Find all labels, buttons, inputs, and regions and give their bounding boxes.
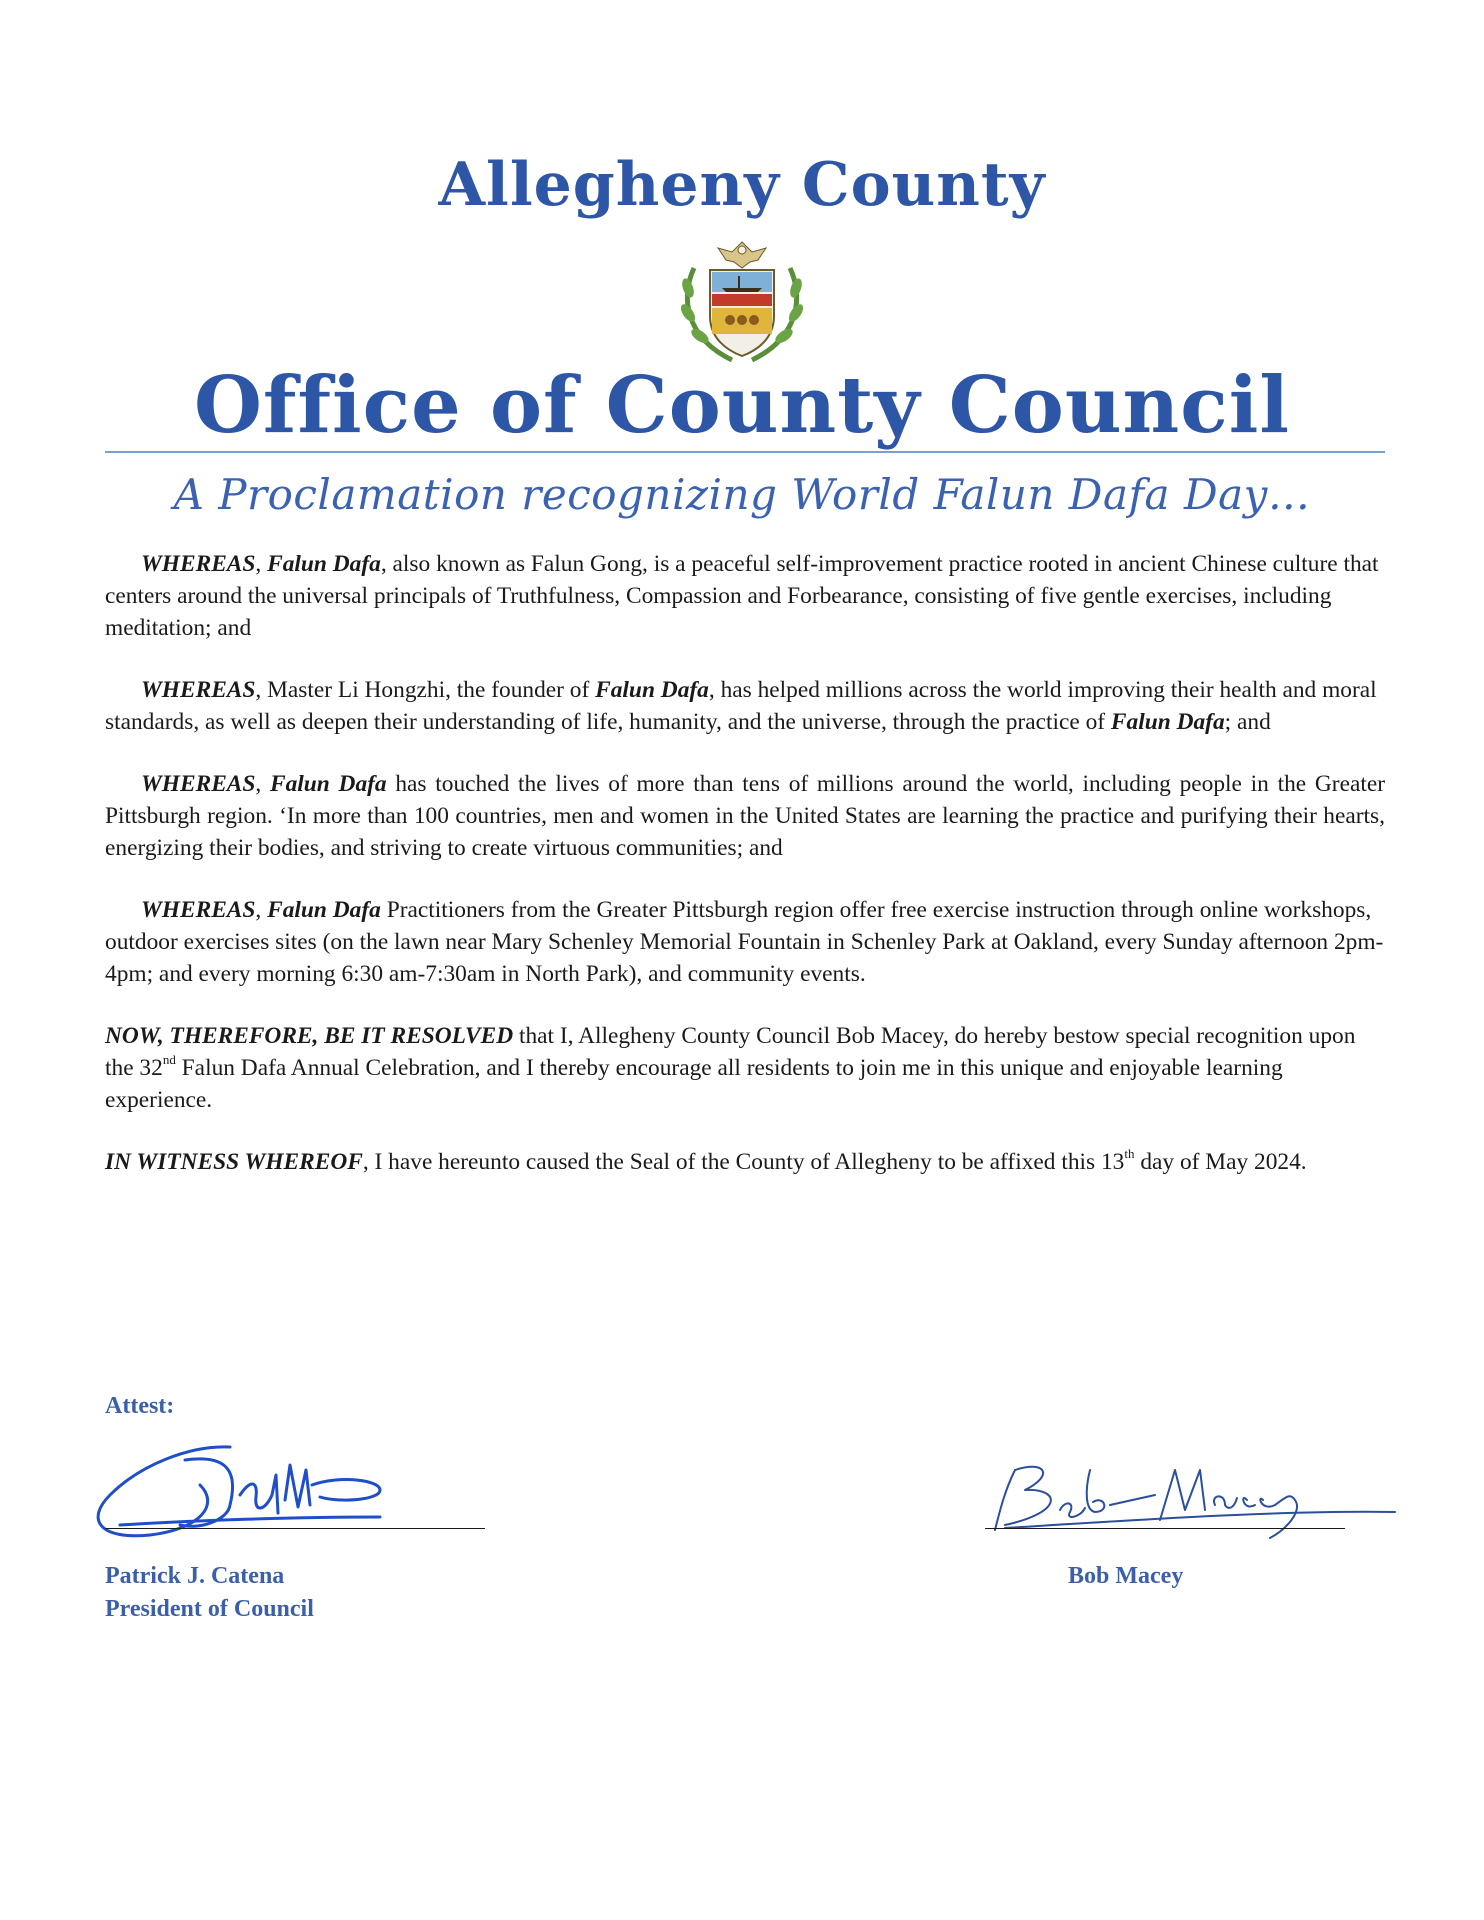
- proclamation-body: [105, 548, 1385, 1208]
- signature-line-right: [985, 1528, 1345, 1529]
- falun-dafa-term: Falun Dafa: [267, 897, 381, 923]
- paragraph-text: day of May 2024.: [1134, 1149, 1307, 1175]
- paragraph-text: has touched the lives of more than tens of millions around the world, including people in the Greater Pittsburgh region. ‘In more than 100 countries, men and women in the United States are learning the practice and purifying their hearts, energizing their bodies, and striving to create virtuous communities; and: [105, 771, 1386, 861]
- signature-line-left: [105, 1528, 485, 1529]
- signer-left-block: [105, 1560, 314, 1626]
- whereas-label: WHEREAS: [141, 551, 256, 577]
- paragraph-text: ; and: [1224, 709, 1271, 735]
- paragraph-text: ,: [255, 771, 270, 797]
- falun-dafa-term: Falun Dafa: [267, 551, 381, 577]
- whereas-label: WHEREAS: [141, 771, 256, 797]
- whereas-paragraph-3: [105, 768, 1385, 864]
- paragraph-text: , I have hereunto caused the Seal of the County of Allegheny to be affixed this 13: [362, 1149, 1125, 1175]
- paragraph-text: , Master Li Hongzhi, the founder of: [255, 677, 596, 703]
- county-seal-icon: [672, 238, 812, 368]
- signer-right-block: [1068, 1560, 1183, 1593]
- resolved-label: NOW, THEREFORE, BE IT RESOLVED: [105, 1023, 514, 1049]
- falun-dafa-term: Falun Dafa: [270, 771, 387, 797]
- paragraph-text: ,: [255, 897, 268, 923]
- attest-label: Attest:: [105, 1393, 175, 1419]
- paragraph-text: Falun Dafa Annual Celebration, and I thereby encourage all residents to join me in this unique and enjoyable learning experience.: [105, 1055, 1283, 1113]
- whereas-label: WHEREAS: [141, 677, 256, 703]
- paragraph-text: that I, Allegheny County Council Bob Macey, do hereby bestow special recognition upon the 32: [105, 1023, 1356, 1081]
- witness-label: IN WITNESS WHEREOF: [105, 1149, 363, 1175]
- ordinal-suffix: th: [1124, 1146, 1135, 1162]
- paragraph-text: ,: [255, 551, 268, 577]
- whereas-paragraph-4: [105, 894, 1385, 990]
- falun-dafa-term: Falun Dafa: [595, 677, 709, 703]
- whereas-paragraph-2: [105, 674, 1385, 738]
- signer-right-name: Bob Macey: [1068, 1563, 1184, 1589]
- office-title: Office of County Council: [193, 360, 1290, 451]
- paragraph-text: , has helped millions across the world improving their health and moral standards, as well as deepen their understanding of life, humanity, and the universe, through the practice of: [105, 677, 1377, 735]
- whereas-paragraph-1: [105, 548, 1385, 644]
- header-divider: [105, 451, 1385, 453]
- signer-left-title: President of Council: [105, 1596, 314, 1622]
- signature-catena-icon: [80, 1425, 410, 1545]
- signer-left-name: Patrick J. Catena: [105, 1563, 285, 1589]
- signature-macey-icon: [985, 1450, 1405, 1540]
- proclamation-heading: A Proclamation recognizing World Falun Dafa Day…: [173, 470, 1311, 519]
- witness-paragraph: [105, 1146, 1385, 1178]
- county-title: Allegheny County: [438, 150, 1046, 220]
- whereas-label: WHEREAS: [141, 897, 256, 923]
- ordinal-suffix: nd: [162, 1052, 176, 1068]
- falun-dafa-term: Falun Dafa: [1110, 709, 1225, 735]
- resolved-paragraph: [105, 1020, 1385, 1116]
- paragraph-text: Practitioners from the Greater Pittsburgh region offer free exercise instruction through online workshops, outdoor exercises sites (on the lawn near Mary Schenley Memorial Fountain in Schenley Park at Oakland, every Sunday afternoon 2pm-4pm; and every morning 6:30 am-7:30am in North Park), and community events.: [105, 897, 1384, 987]
- paragraph-text: , also known as Falun Gong, is a peaceful self-improvement practice rooted in ancient Chinese culture that centers around the universal principals of Truthfulness, Compassion and Forbearance, consisting of five gentle exercises, including meditation; and: [105, 551, 1379, 641]
